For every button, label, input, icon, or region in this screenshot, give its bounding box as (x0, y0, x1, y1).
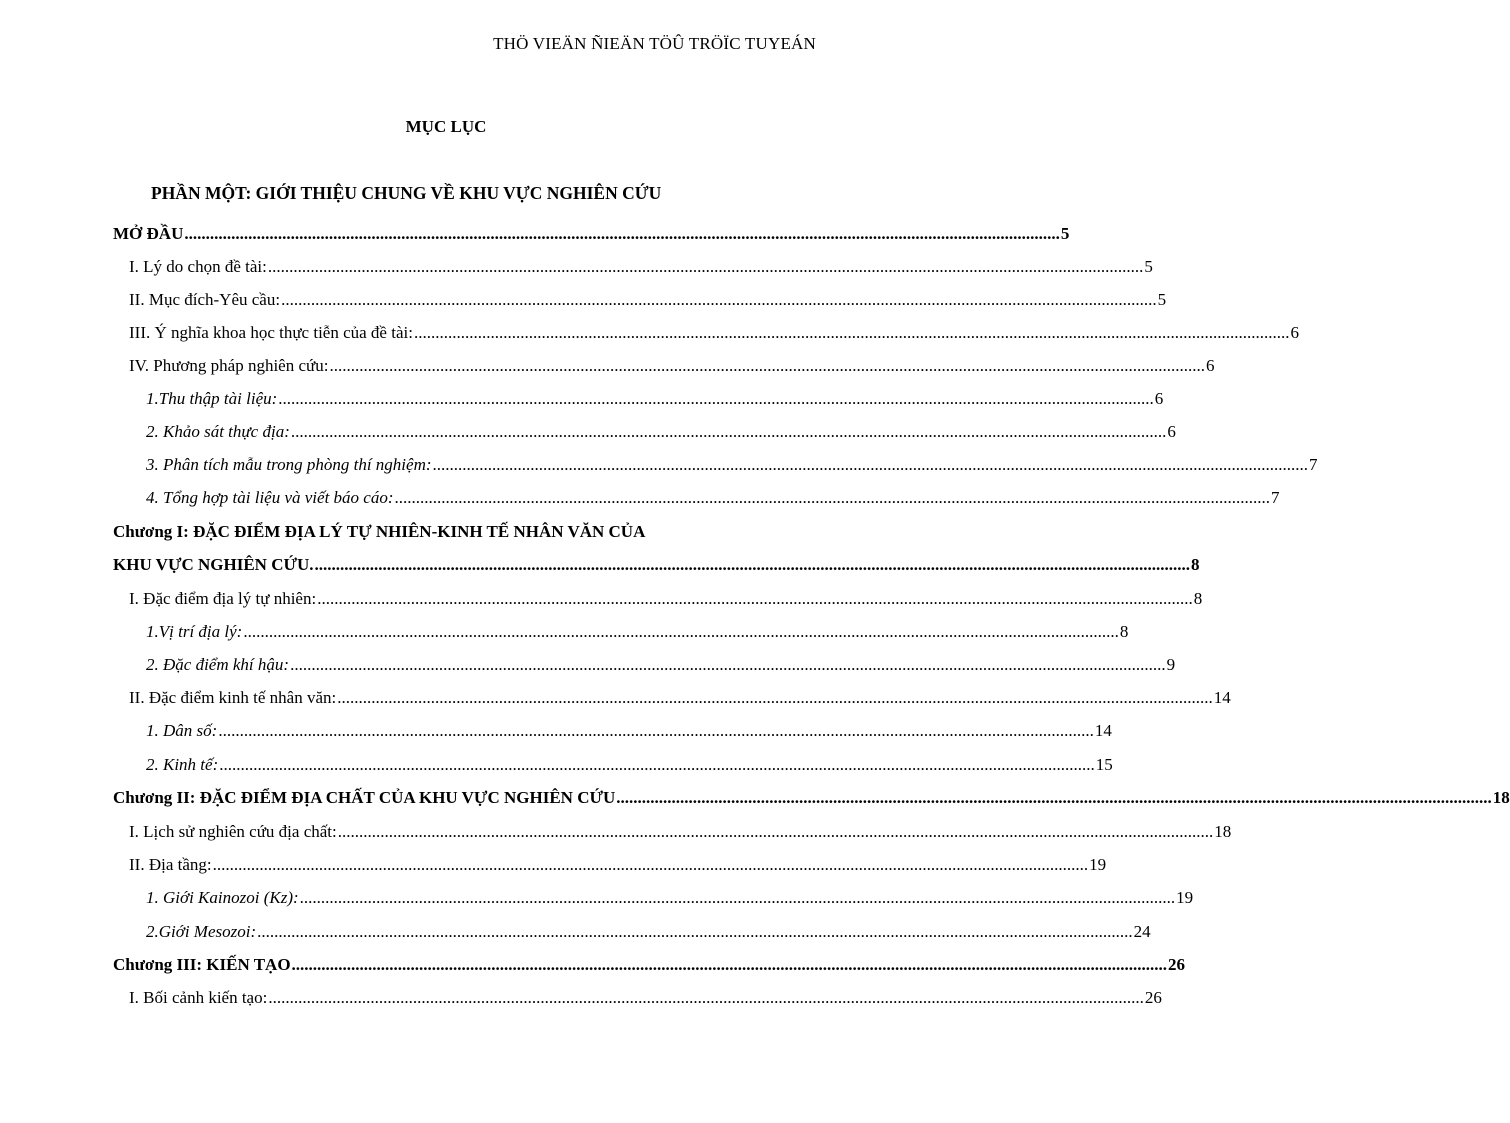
toc-page-number: 14 (1213, 688, 1231, 707)
toc-entry-label: 1. Giới Kainozoi (Kz): (146, 888, 299, 907)
toc-page-number: 14 (1094, 721, 1112, 740)
toc-entry-label: I. Đặc điểm địa lý tự nhiên: (129, 589, 317, 608)
toc-page-number: 5 (1157, 290, 1167, 309)
toc-dot-leader: .............................................................................................................................................................................................................. (291, 955, 1168, 974)
toc-dot-leader: .............................................................................................................................................................................................................. (413, 323, 1290, 342)
toc-entry[interactable] (146, 880, 1194, 908)
toc-dot-leader: .............................................................................................................................................................................................................. (299, 888, 1176, 907)
toc-page-number: 5 (1144, 257, 1153, 276)
toc-dot-leader: .............................................................................................................................................................................................................. (257, 922, 1133, 941)
toc-page-number: 18 (1214, 822, 1232, 841)
toc-entry[interactable] (113, 947, 1186, 975)
toc-dot-leader: .............................................................................................................................................................................................................. (337, 688, 1213, 707)
toc-entry-label: 1.Vị trí địa lý: (146, 622, 243, 641)
toc-entry-label: II. Địa tầng: (129, 855, 212, 874)
toc-entry-label: MỞ ĐẦU (113, 224, 184, 243)
toc-entry-label: Chương I: ĐẶC ĐIỂM ĐỊA LÝ TỰ NHIÊN-KINH TẾ NHÂN VĂN CỦA (113, 522, 646, 541)
toc-dot-leader: .............................................................................................................................................................................................................. (290, 422, 1167, 441)
toc-entry-label: KHU VỰC NGHIÊN CỨU. (113, 555, 314, 574)
toc-dot-leader: .............................................................................................................................................................................................................. (329, 356, 1205, 375)
toc-page-number: 9 (1166, 655, 1176, 674)
toc-entry[interactable] (129, 680, 1231, 708)
toc-page-number: 8 (1193, 589, 1203, 608)
toc-dot-leader: .............................................................................................................................................................................................................. (290, 655, 1166, 674)
toc-entry[interactable] (146, 414, 1176, 442)
toc-dot-leader: .............................................................................................................................................................................................................. (337, 822, 1214, 841)
toc-dot-leader: .............................................................................................................................................................................................................. (267, 257, 1144, 276)
toc-entry[interactable] (113, 547, 1200, 575)
toc-page-number: 6 (1290, 323, 1299, 342)
toc-entry[interactable] (146, 713, 1112, 741)
toc-entry-label: II. Đặc điểm kinh tế nhân văn: (129, 688, 337, 707)
toc-dot-leader: .............................................................................................................................................................................................................. (212, 855, 1089, 874)
toc-page-number: 8 (1119, 622, 1129, 641)
toc-dot-leader: .............................................................................................................................................................................................................. (218, 721, 1094, 740)
page-title: MỤC LỤC (405, 117, 487, 136)
toc-entry-label: 2.Giới Mesozoi: (146, 922, 257, 941)
page-header: THÖ VIEÄN ÑIEÄN TÖÛ TRÖÏC TUYEÁN (493, 34, 816, 53)
toc-dot-leader: .............................................................................................................................................................................................................. (243, 622, 1119, 641)
toc-entry-label: I. Lý do chọn đề tài: (129, 257, 267, 276)
toc-entry[interactable] (129, 348, 1215, 376)
toc-entry-label: 2. Khảo sát thực địa: (146, 422, 290, 441)
toc-dot-leader: .............................................................................................................................................................................................................. (278, 389, 1154, 408)
toc-entry[interactable] (129, 282, 1167, 310)
toc-entry[interactable] (146, 381, 1164, 409)
toc-page-number: 7 (1309, 455, 1318, 474)
toc-page-number: 6 (1154, 389, 1164, 408)
toc-entry-label: Chương II: ĐẶC ĐIỂM ĐỊA CHẤT CỦA KHU VỰC NGHIÊN CỨU (113, 788, 616, 807)
toc-entry[interactable] (113, 216, 1070, 244)
toc-entry[interactable] (113, 780, 1510, 808)
toc-entry-label: III. Ý nghĩa khoa học thực tiễn của đề tài: (129, 323, 413, 342)
toc-entry[interactable] (146, 447, 1318, 475)
toc-dot-leader: .............................................................................................................................................................................................................. (219, 755, 1095, 774)
toc-entry-label: 4. Tổng hợp tài liệu và viết báo cáo: (146, 488, 394, 507)
toc-page-number: 15 (1095, 755, 1113, 774)
toc-dot-leader: .............................................................................................................................................................................................................. (317, 589, 1193, 608)
toc-entry-label: 2. Kinh tế: (146, 755, 219, 774)
toc-dot-leader: .............................................................................................................................................................................................................. (314, 555, 1191, 574)
toc-page-number: 5 (1060, 224, 1070, 243)
toc-entry-label: 1. Dân số: (146, 721, 218, 740)
toc-dot-leader: .............................................................................................................................................................................................................. (268, 988, 1144, 1007)
toc-entry[interactable] (113, 514, 701, 542)
toc-page-number: 6 (1167, 422, 1176, 441)
toc-page-number: 26 (1168, 955, 1186, 974)
toc-entry-label: I. Bối cảnh kiến tạo: (129, 988, 268, 1007)
toc-page-number: 26 (1144, 988, 1162, 1007)
part-heading: PHẦN MỘT: GIỚI THIỆU CHUNG VỀ KHU VỰC NGHIÊN CỨU (151, 183, 662, 203)
toc-entry[interactable] (129, 581, 1203, 609)
toc-page-number: 24 (1133, 922, 1151, 941)
toc-entry[interactable] (129, 980, 1162, 1008)
toc-page-number: 19 (1089, 855, 1107, 874)
toc-entry[interactable] (129, 315, 1299, 343)
toc-entry[interactable] (146, 914, 1151, 942)
toc-dot-leader: .............................................................................................................................................................................................................. (184, 224, 1060, 243)
toc-page-number: 6 (1205, 356, 1215, 375)
toc-entry-label: IV. Phương pháp nghiên cứu: (129, 356, 329, 375)
toc-entry-label: 1.Thu thập tài liệu: (146, 389, 278, 408)
toc-entry-label: 2. Đặc điểm khí hậu: (146, 655, 290, 674)
toc-entry-label: 3. Phân tích mẫu trong phòng thí nghiệm: (146, 455, 432, 474)
toc-entry[interactable] (146, 647, 1176, 675)
toc-page-number: 18 (1492, 788, 1510, 807)
toc-entry[interactable] (129, 814, 1232, 842)
toc-entry-label: Chương III: KIẾN TẠO (113, 955, 291, 974)
toc-page-number: 19 (1176, 888, 1194, 907)
toc-dot-leader: .............................................................................................................................................................................................................. (281, 290, 1157, 309)
toc-dot-leader: .............................................................................................................................................................................................................. (432, 455, 1309, 474)
toc-entry[interactable] (129, 249, 1153, 277)
toc-page-number: 7 (1271, 488, 1280, 507)
toc-entry-label: II. Mục đích-Yêu cầu: (129, 290, 281, 309)
toc-entry[interactable] (146, 614, 1129, 642)
toc-entry[interactable] (146, 747, 1113, 775)
toc-dot-leader: .............................................................................................................................................................................................................. (394, 488, 1271, 507)
toc-dot-leader: .............................................................................................................................................................................................................. (616, 788, 1492, 807)
toc-entry[interactable] (129, 847, 1107, 875)
toc-page-number: 8 (1191, 555, 1200, 574)
toc-entry-label: I. Lịch sử nghiên cứu địa chất: (129, 822, 337, 841)
toc-entry[interactable] (146, 480, 1280, 508)
